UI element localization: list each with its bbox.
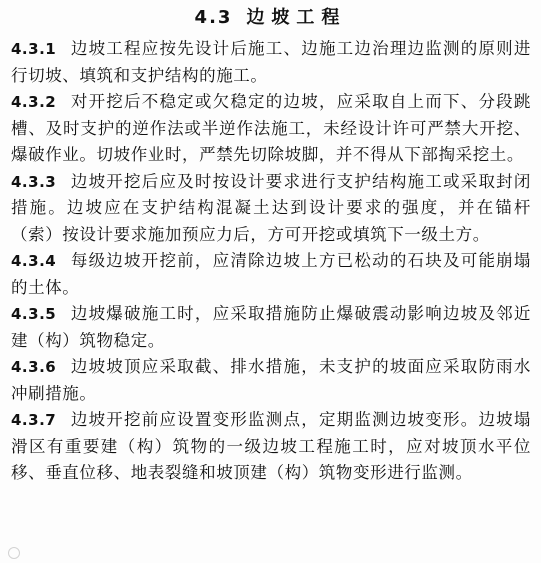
clause-text: 边坡爆破施工时，应采取措施防止爆破震动影响边坡及邻近建（构）筑物稳定。 — [11, 304, 531, 350]
clause-text: 每级边坡开挖前，应清除边坡上方已松动的石块及可能崩塌的土体。 — [11, 251, 531, 297]
clause-number: 4.3.5 — [11, 305, 57, 323]
clause-text: 边坡开挖前应设置变形监测点，定期监测边坡变形。边坡塌滑区有重要建（构）筑物的一级边坡工程施工时，应对坡顶水平位移、垂直位移、地表裂缝和坡顶建（构）筑物变形进行监测。 — [11, 410, 531, 482]
clause — [11, 169, 531, 249]
clause-number: 4.3.1 — [11, 40, 57, 58]
clause-text: 边坡开挖后应及时按设计要求进行支护结构施工或采取封闭措施。边坡应在支护结构混凝土达到设计要求的强度，并在锚杆（索）按设计要求施加预应力后，方可开挖或填筑下一级土方。 — [11, 171, 531, 244]
clause — [11, 89, 531, 169]
clause-text: 对开挖后不稳定或欠稳定的边坡，应采取自上而下、分段跳槽、及时支护的逆作法或半逆作法施工，未经设计许可严禁大开挖、爆破作业。切坡作业时，严禁先切除坡脚，并不得从下部掏采挖土。 — [11, 92, 531, 164]
clause-text: 边坡坡顶应采取截、排水措施，未支护的坡面应采取防雨水冲刷措施。 — [11, 357, 531, 403]
clause-text: 边坡工程应按先设计后施工、边施工边治理边监测的原则进行切坡、填筑和支护结构的施工。 — [11, 39, 531, 85]
watermark-logo-icon — [8, 547, 20, 559]
clause — [11, 354, 531, 407]
section-heading — [0, 6, 541, 30]
clause-number: 4.3.4 — [11, 252, 57, 270]
clause-number: 4.3.2 — [11, 93, 57, 111]
clause — [11, 407, 531, 487]
clause-number: 4.3.7 — [11, 411, 57, 429]
section-number: 4.3 — [194, 7, 233, 28]
clause — [11, 36, 531, 89]
clause-number: 4.3.6 — [11, 358, 57, 376]
section-title: 边坡工程 — [246, 7, 347, 28]
clause-number: 4.3.3 — [11, 172, 57, 191]
clause-list — [11, 36, 531, 487]
watermark — [8, 547, 23, 559]
clause — [11, 301, 531, 354]
clause — [11, 248, 531, 301]
